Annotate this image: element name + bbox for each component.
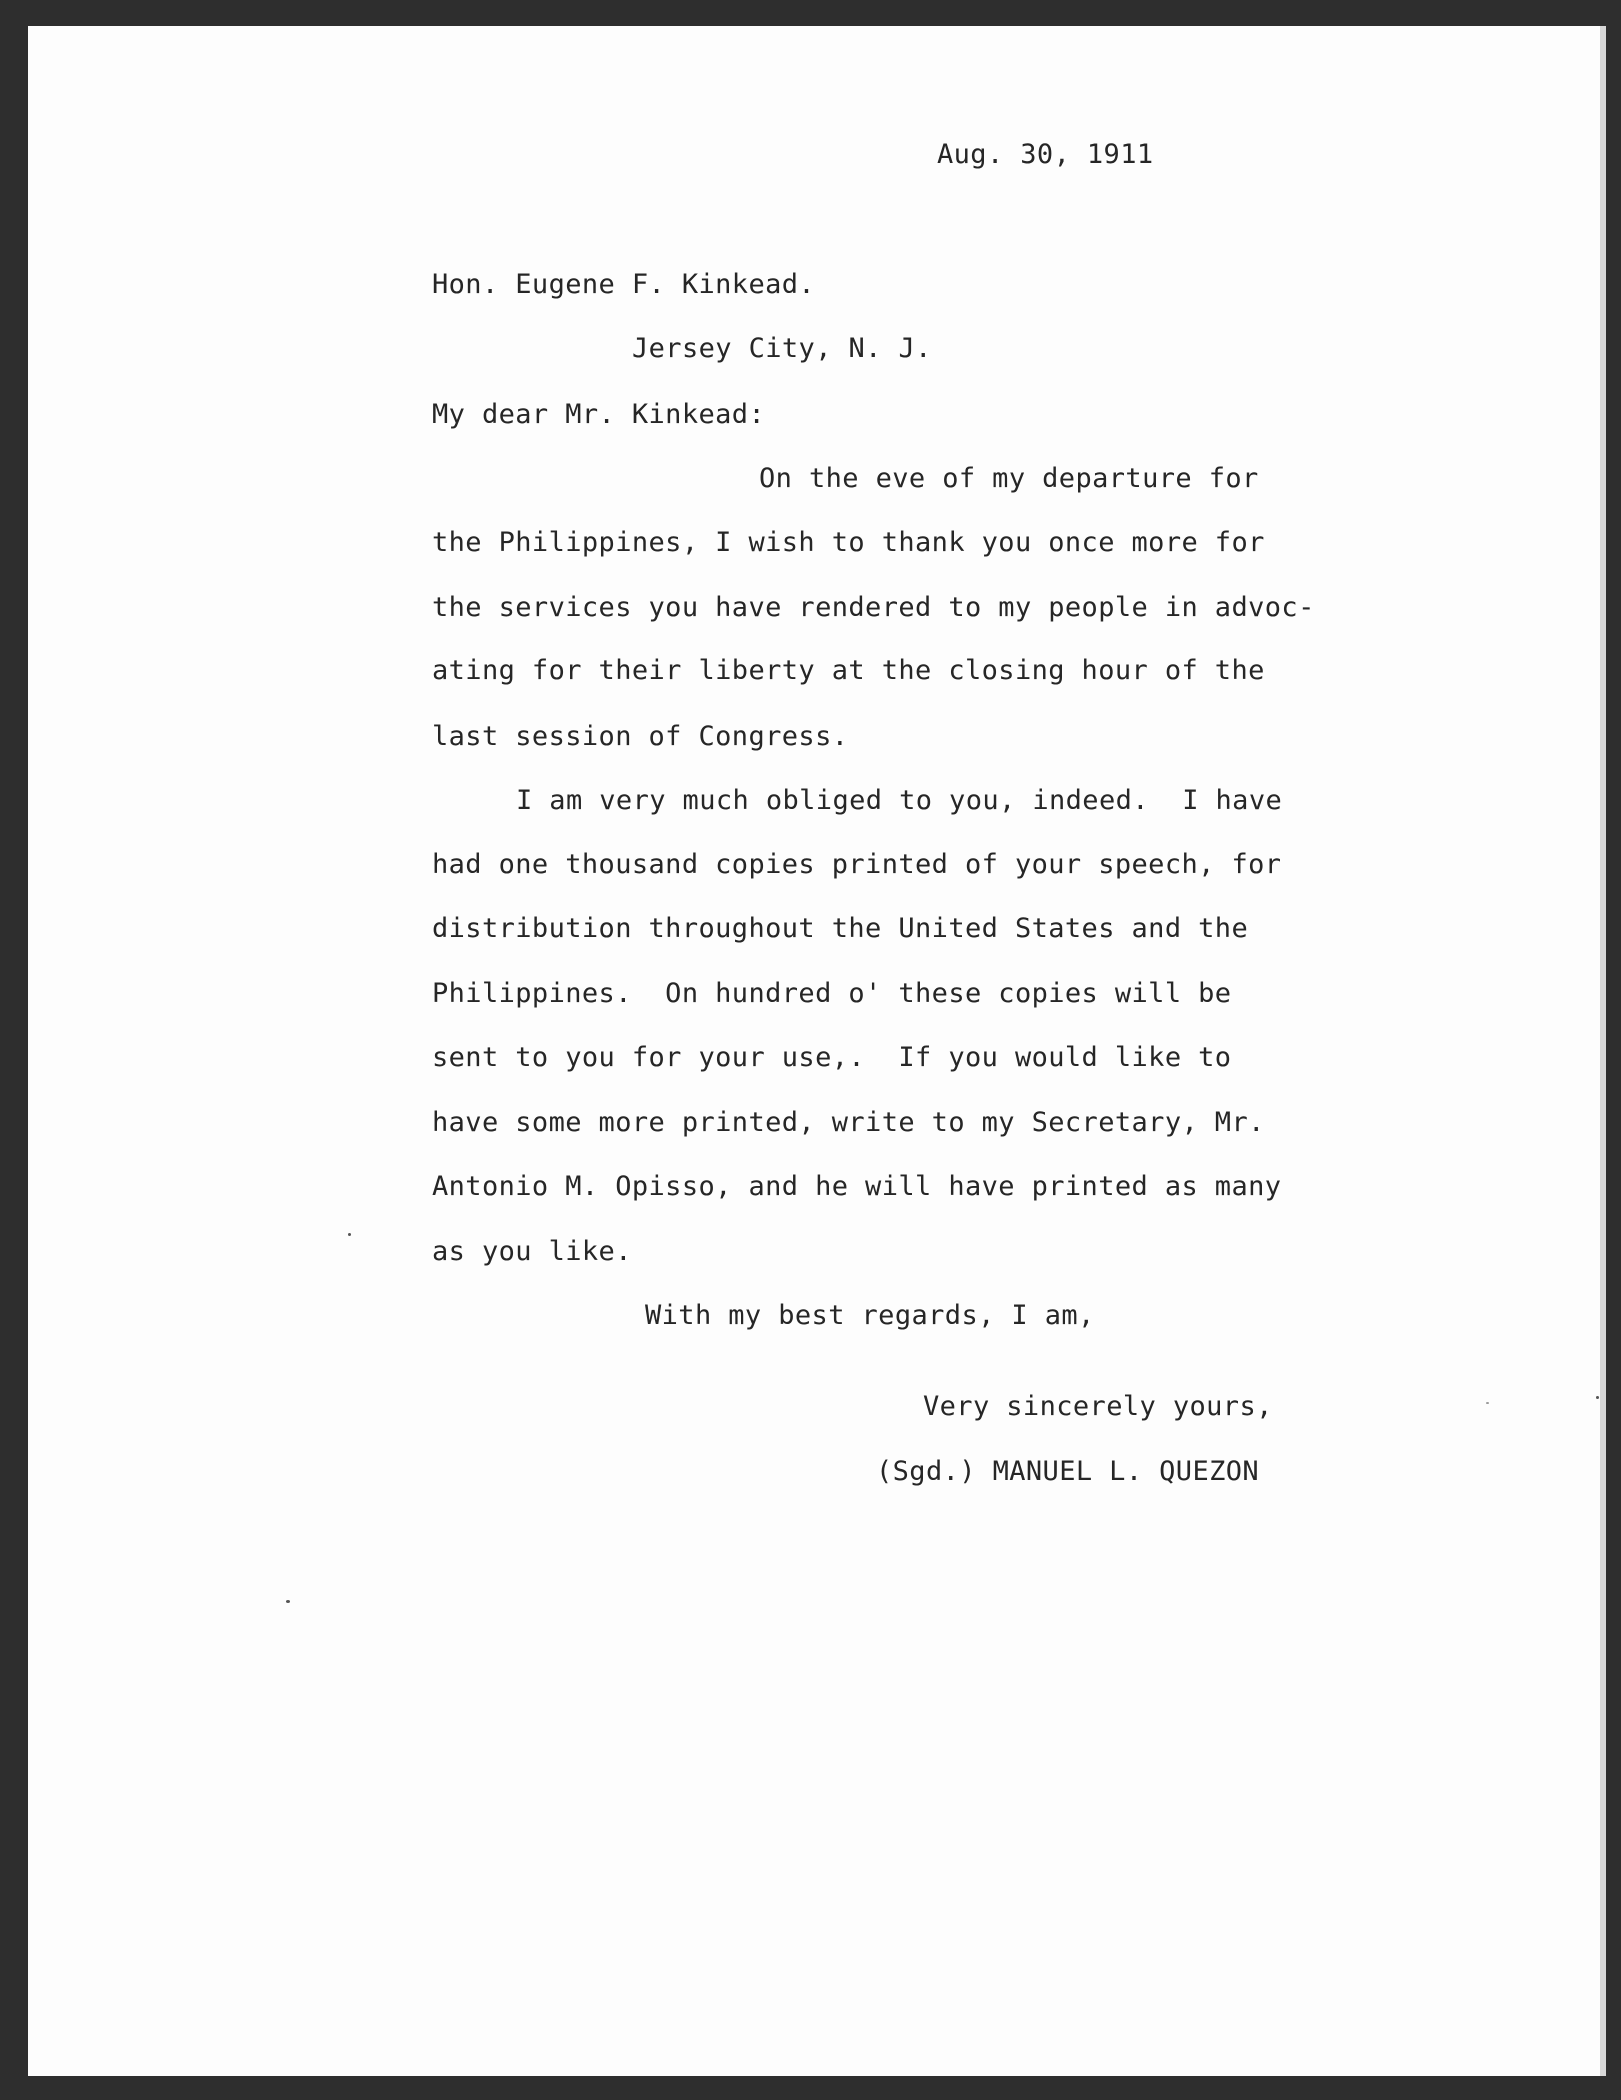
body-line: have some more printed, write to my Secretary, Mr. — [432, 1107, 1265, 1138]
body-line: Philippines. On hundred o' these copies will be — [432, 978, 1232, 1009]
letter-page — [28, 26, 1602, 2076]
body-line: as you like. — [432, 1236, 632, 1267]
scan-speck — [286, 1600, 290, 1603]
closing-line: Very sincerely yours, — [923, 1391, 1273, 1422]
addressee-name: Hon. Eugene F. Kinkead. — [432, 269, 816, 300]
body-line: Antonio M. Opisso, and he will have printed as many — [432, 1171, 1282, 1202]
body-line: sent to you for your use,. If you would like to — [432, 1042, 1232, 1073]
scan-speck — [348, 1233, 351, 1236]
page-edge — [1600, 26, 1606, 2076]
body-line: distribution throughout the United States and the — [432, 913, 1249, 944]
body-line: I am very much obliged to you, indeed. I have — [516, 785, 1283, 816]
scan-speck — [1596, 1396, 1599, 1399]
body-line: had one thousand copies printed of your speech, for — [432, 849, 1282, 880]
scan-speck — [1486, 1402, 1489, 1404]
body-line: ating for their liberty at the closing hour of the — [432, 655, 1265, 686]
regards-line: With my best regards, I am, — [645, 1300, 1095, 1331]
body-line: the Philippines, I wish to thank you once more for — [432, 527, 1265, 558]
body-line: On the eve of my departure for — [759, 463, 1259, 494]
body-line: the services you have rendered to my people in advoc- — [432, 592, 1315, 623]
salutation: My dear Mr. Kinkead: — [432, 399, 766, 430]
signature-line: (Sgd.) MANUEL L. QUEZON — [876, 1456, 1260, 1487]
letter-date: Aug. 30, 1911 — [937, 139, 1154, 170]
addressee-city: Jersey City, N. J. — [632, 333, 932, 364]
body-line: last session of Congress. — [432, 721, 849, 752]
